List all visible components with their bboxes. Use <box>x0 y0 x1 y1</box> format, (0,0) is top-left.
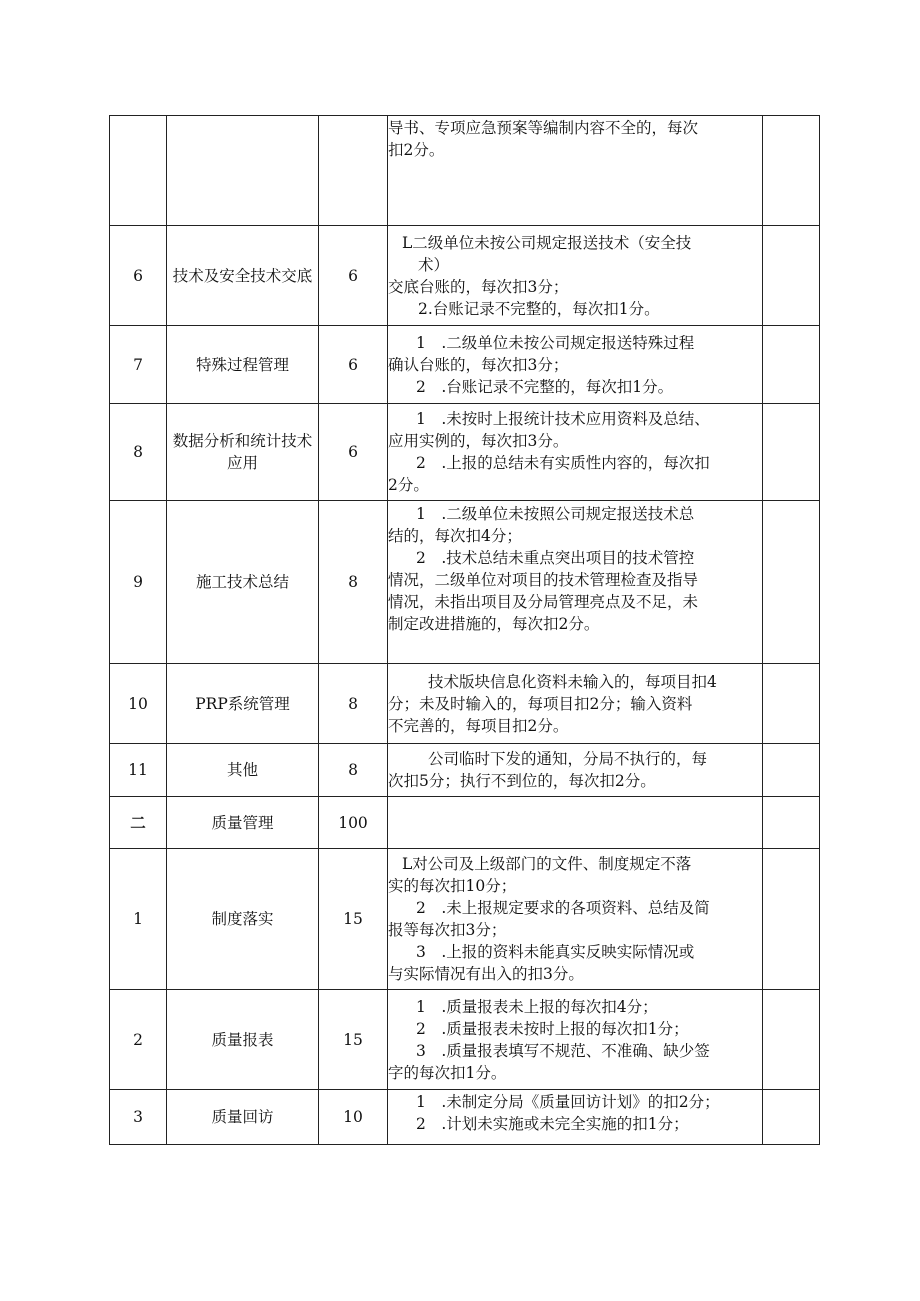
row-score: 8 <box>319 744 388 797</box>
table-row <box>110 404 820 501</box>
row-standard <box>388 797 763 849</box>
row-number: 6 <box>110 226 167 326</box>
row-score: 15 <box>319 849 388 990</box>
row-note <box>763 116 820 226</box>
standard-line: 字的每次扣1分。 <box>388 1063 507 1082</box>
row-note <box>763 326 820 404</box>
standard-line: 实的每次扣10分； <box>388 877 517 895</box>
row-item: 质量回访 <box>167 1090 319 1145</box>
row-number: 8 <box>110 404 167 501</box>
row-number: 7 <box>110 326 167 404</box>
row-standard <box>388 226 763 326</box>
row-standard <box>388 1090 763 1145</box>
standard-line: 2.台账记录不完整的，每次扣1分。 <box>418 299 660 318</box>
standard-line: 应用实例的，每次扣3分。 <box>388 432 569 450</box>
section-title: 质量管理 <box>167 797 319 849</box>
standard-line: 2 .未上报规定要求的各项资料、总结及简 <box>416 899 710 917</box>
standard-line: 2 .台账记录不完整的，每次扣1分。 <box>416 377 674 396</box>
row-item: 数据分析和统计技术应用 <box>167 404 319 501</box>
row-number: 10 <box>110 664 167 744</box>
row-item: 施工技术总结 <box>167 501 319 664</box>
row-score: 10 <box>319 1090 388 1145</box>
row-note <box>763 404 820 501</box>
standard-line: 公司临时下发的通知，分局不执行的，每 <box>428 750 708 768</box>
section-row <box>110 797 820 849</box>
row-score <box>319 116 388 226</box>
standard-line: 分；未及时输入的，每项目扣2分；输入资料 <box>388 694 693 713</box>
row-standard <box>388 849 763 990</box>
standard-line: L对公司及上级部门的文件、制度规定不落 <box>402 855 692 873</box>
standard-line: 结的，每次扣4分； <box>388 527 522 545</box>
row-note <box>763 1090 820 1145</box>
standard-line: 技术版块信息化资料未输入的，每项目扣4 <box>428 672 717 691</box>
row-number: 11 <box>110 744 167 797</box>
row-note <box>763 744 820 797</box>
section-number: 二 <box>110 797 167 849</box>
standard-line: 2 .计划未实施或未完全实施的扣1分； <box>416 1115 689 1133</box>
standard-line: 扣2分。 <box>388 141 445 159</box>
row-standard <box>388 664 763 744</box>
standard-line: 制定改进措施的，每次扣2分。 <box>388 615 600 633</box>
row-standard <box>388 744 763 797</box>
row-score: 6 <box>319 226 388 326</box>
row-standard <box>388 404 763 501</box>
standard-line: 次扣5分；执行不到位的，每次扣2分。 <box>388 772 656 790</box>
row-note <box>763 664 820 744</box>
row-standard <box>388 326 763 404</box>
row-number: 1 <box>110 849 167 990</box>
row-score: 6 <box>319 326 388 404</box>
standard-line: 交底台账的，每次扣3分； <box>388 277 569 296</box>
section-score: 100 <box>319 797 388 849</box>
row-item: 技术及安全技术交底 <box>167 226 319 326</box>
row-score: 8 <box>319 501 388 664</box>
standard-line: 术） <box>418 255 450 274</box>
row-item: 制度落实 <box>167 849 319 990</box>
table-row <box>110 1090 820 1145</box>
row-score: 6 <box>319 404 388 501</box>
standard-line: 1 .二级单位未按公司规定报送特殊过程 <box>416 333 695 352</box>
scoring-table <box>109 115 820 1145</box>
standard-line: 确认台账的，每次扣3分； <box>388 355 569 374</box>
standard-line: L二级单位未按公司规定报送技术（安全技 <box>402 233 692 252</box>
table-row <box>110 744 820 797</box>
row-standard <box>388 990 763 1090</box>
row-item: PRP系统管理 <box>167 664 319 744</box>
row-note <box>763 226 820 326</box>
row-item <box>167 116 319 226</box>
standard-line: 情况，二级单位对项目的技术管理检查及指导 <box>388 571 699 589</box>
row-score: 15 <box>319 990 388 1090</box>
row-note <box>763 501 820 664</box>
standard-line: 1 .未制定分局《质量回访计划》的扣2分； <box>416 1093 720 1111</box>
table-row <box>110 226 820 326</box>
standard-line: 2分。 <box>388 476 429 494</box>
table-row <box>110 664 820 744</box>
table-row <box>110 326 820 404</box>
row-standard <box>388 116 763 226</box>
standard-line: 2 .质量报表未按时上报的每次扣1分； <box>416 1019 689 1038</box>
standard-line: 与实际情况有出入的扣3分。 <box>388 965 584 983</box>
standard-line: 2 .技术总结未重点突出项目的技术管控 <box>416 549 695 567</box>
row-item: 特殊过程管理 <box>167 326 319 404</box>
row-number: 9 <box>110 501 167 664</box>
row-number: 2 <box>110 990 167 1090</box>
standard-line: 1 .质量报表未上报的每次扣4分； <box>416 997 658 1016</box>
row-note <box>763 849 820 990</box>
row-number: 3 <box>110 1090 167 1145</box>
standard-line: 3 .质量报表填写不规范、不准确、缺少签 <box>416 1041 710 1060</box>
table-row <box>110 501 820 664</box>
table-row <box>110 849 820 990</box>
standard-line: 导书、专项应急预案等编制内容不全的，每次 <box>388 119 699 137</box>
standard-line: 3 .上报的资料未能真实反映实际情况或 <box>416 943 695 961</box>
standard-line: 1 .未按时上报统计技术应用资料及总结、 <box>416 410 710 428</box>
standard-line: 报等每次扣3分； <box>388 921 507 939</box>
row-note <box>763 797 820 849</box>
row-item: 质量报表 <box>167 990 319 1090</box>
row-note <box>763 990 820 1090</box>
row-item: 其他 <box>167 744 319 797</box>
row-score: 8 <box>319 664 388 744</box>
standard-line: 情况，未指出项目及分局管理亮点及不足，未 <box>388 593 699 611</box>
row-number <box>110 116 167 226</box>
row-standard <box>388 501 763 664</box>
table-row <box>110 990 820 1090</box>
standard-line: 1 .二级单位未按照公司规定报送技术总 <box>416 505 695 523</box>
table-row <box>110 116 820 226</box>
standard-line: 不完善的，每项目扣2分。 <box>388 716 569 735</box>
standard-line: 2 .上报的总结未有实质性内容的，每次扣 <box>416 454 710 472</box>
